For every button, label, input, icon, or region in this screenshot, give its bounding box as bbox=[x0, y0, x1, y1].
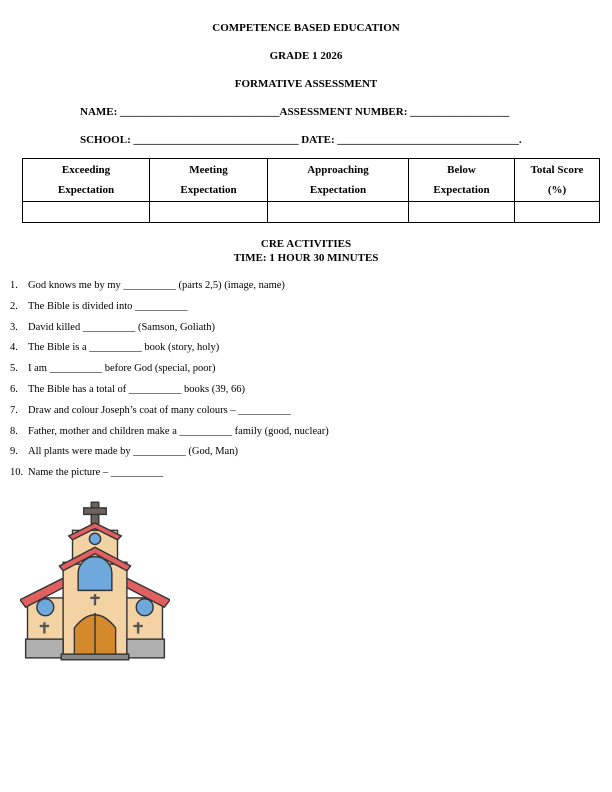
question-number: 3. bbox=[10, 321, 18, 333]
question-text: Draw and colour Joseph’s coat of many colours – __________ bbox=[28, 404, 291, 416]
header-approaching: Approaching Expectation bbox=[268, 159, 409, 202]
question-number: 2. bbox=[10, 300, 18, 312]
question-item[interactable] bbox=[10, 342, 219, 353]
church-picture bbox=[20, 494, 170, 668]
question-item[interactable] bbox=[10, 322, 215, 333]
question-item[interactable] bbox=[10, 467, 163, 478]
cell-below[interactable] bbox=[409, 202, 515, 223]
question-text: God knows me by my __________ (parts 2,5) (image, name) bbox=[28, 280, 285, 291]
question-item[interactable] bbox=[10, 446, 238, 457]
question-number: 9. bbox=[10, 446, 18, 458]
name-assessment-number-line[interactable]: NAME: _____________________________ASSESSMENT NUMBER: __________________ bbox=[80, 106, 510, 118]
question-item[interactable] bbox=[10, 384, 245, 395]
header-exceeding: Exceeding Expectation bbox=[23, 159, 150, 202]
question-number: 10. bbox=[10, 467, 24, 479]
score-table bbox=[22, 158, 600, 223]
school-date-line[interactable]: SCHOOL: ______________________________ DATE: _________________________________. bbox=[80, 134, 522, 146]
header-total-score: Total Score (%) bbox=[515, 159, 600, 202]
cell-total-score[interactable] bbox=[515, 202, 600, 223]
cell-exceeding[interactable] bbox=[23, 202, 150, 223]
question-item[interactable] bbox=[10, 363, 216, 374]
section-time: TIME: 1 HOUR 30 MINUTES bbox=[233, 252, 379, 264]
school-system-title: COMPETENCE BASED EDUCATION bbox=[212, 22, 400, 34]
question-item[interactable] bbox=[10, 301, 188, 312]
question-item[interactable] bbox=[10, 280, 285, 291]
question-number: 6. bbox=[10, 384, 18, 395]
question-number: 8. bbox=[10, 425, 18, 437]
question-number: 4. bbox=[10, 342, 18, 354]
question-text: Name the picture – __________ bbox=[28, 467, 164, 479]
question-item[interactable] bbox=[10, 405, 291, 416]
question-text: David killed __________ (Samson, Goliath) bbox=[28, 321, 215, 333]
question-text: The Bible is a __________ book (story, holy) bbox=[28, 342, 220, 354]
question-text: All plants were made by __________ (God, Man) bbox=[28, 446, 238, 458]
grade-title: GRADE 1 2026 bbox=[269, 50, 343, 62]
header-meeting: Meeting Expectation bbox=[150, 159, 268, 202]
question-text: The Bible is divided into __________ bbox=[28, 300, 188, 312]
cell-approaching[interactable] bbox=[268, 202, 409, 223]
question-text: I am __________ before God (special, poor) bbox=[28, 363, 216, 375]
assessment-title: FORMATIVE ASSESSMENT bbox=[234, 78, 378, 90]
cell-meeting[interactable] bbox=[150, 202, 268, 223]
header-below: Below Expectation bbox=[409, 159, 515, 202]
question-number: 1. bbox=[10, 280, 18, 291]
question-text: Father, mother and children make a __________ family (good, nuclear) bbox=[28, 425, 329, 437]
question-number: 5. bbox=[10, 363, 18, 375]
section-title: CRE ACTIVITIES bbox=[260, 238, 352, 250]
question-number: 7. bbox=[10, 404, 18, 416]
question-item[interactable] bbox=[10, 426, 329, 437]
question-text: The Bible has a total of __________ books (39, 66) bbox=[28, 384, 245, 395]
